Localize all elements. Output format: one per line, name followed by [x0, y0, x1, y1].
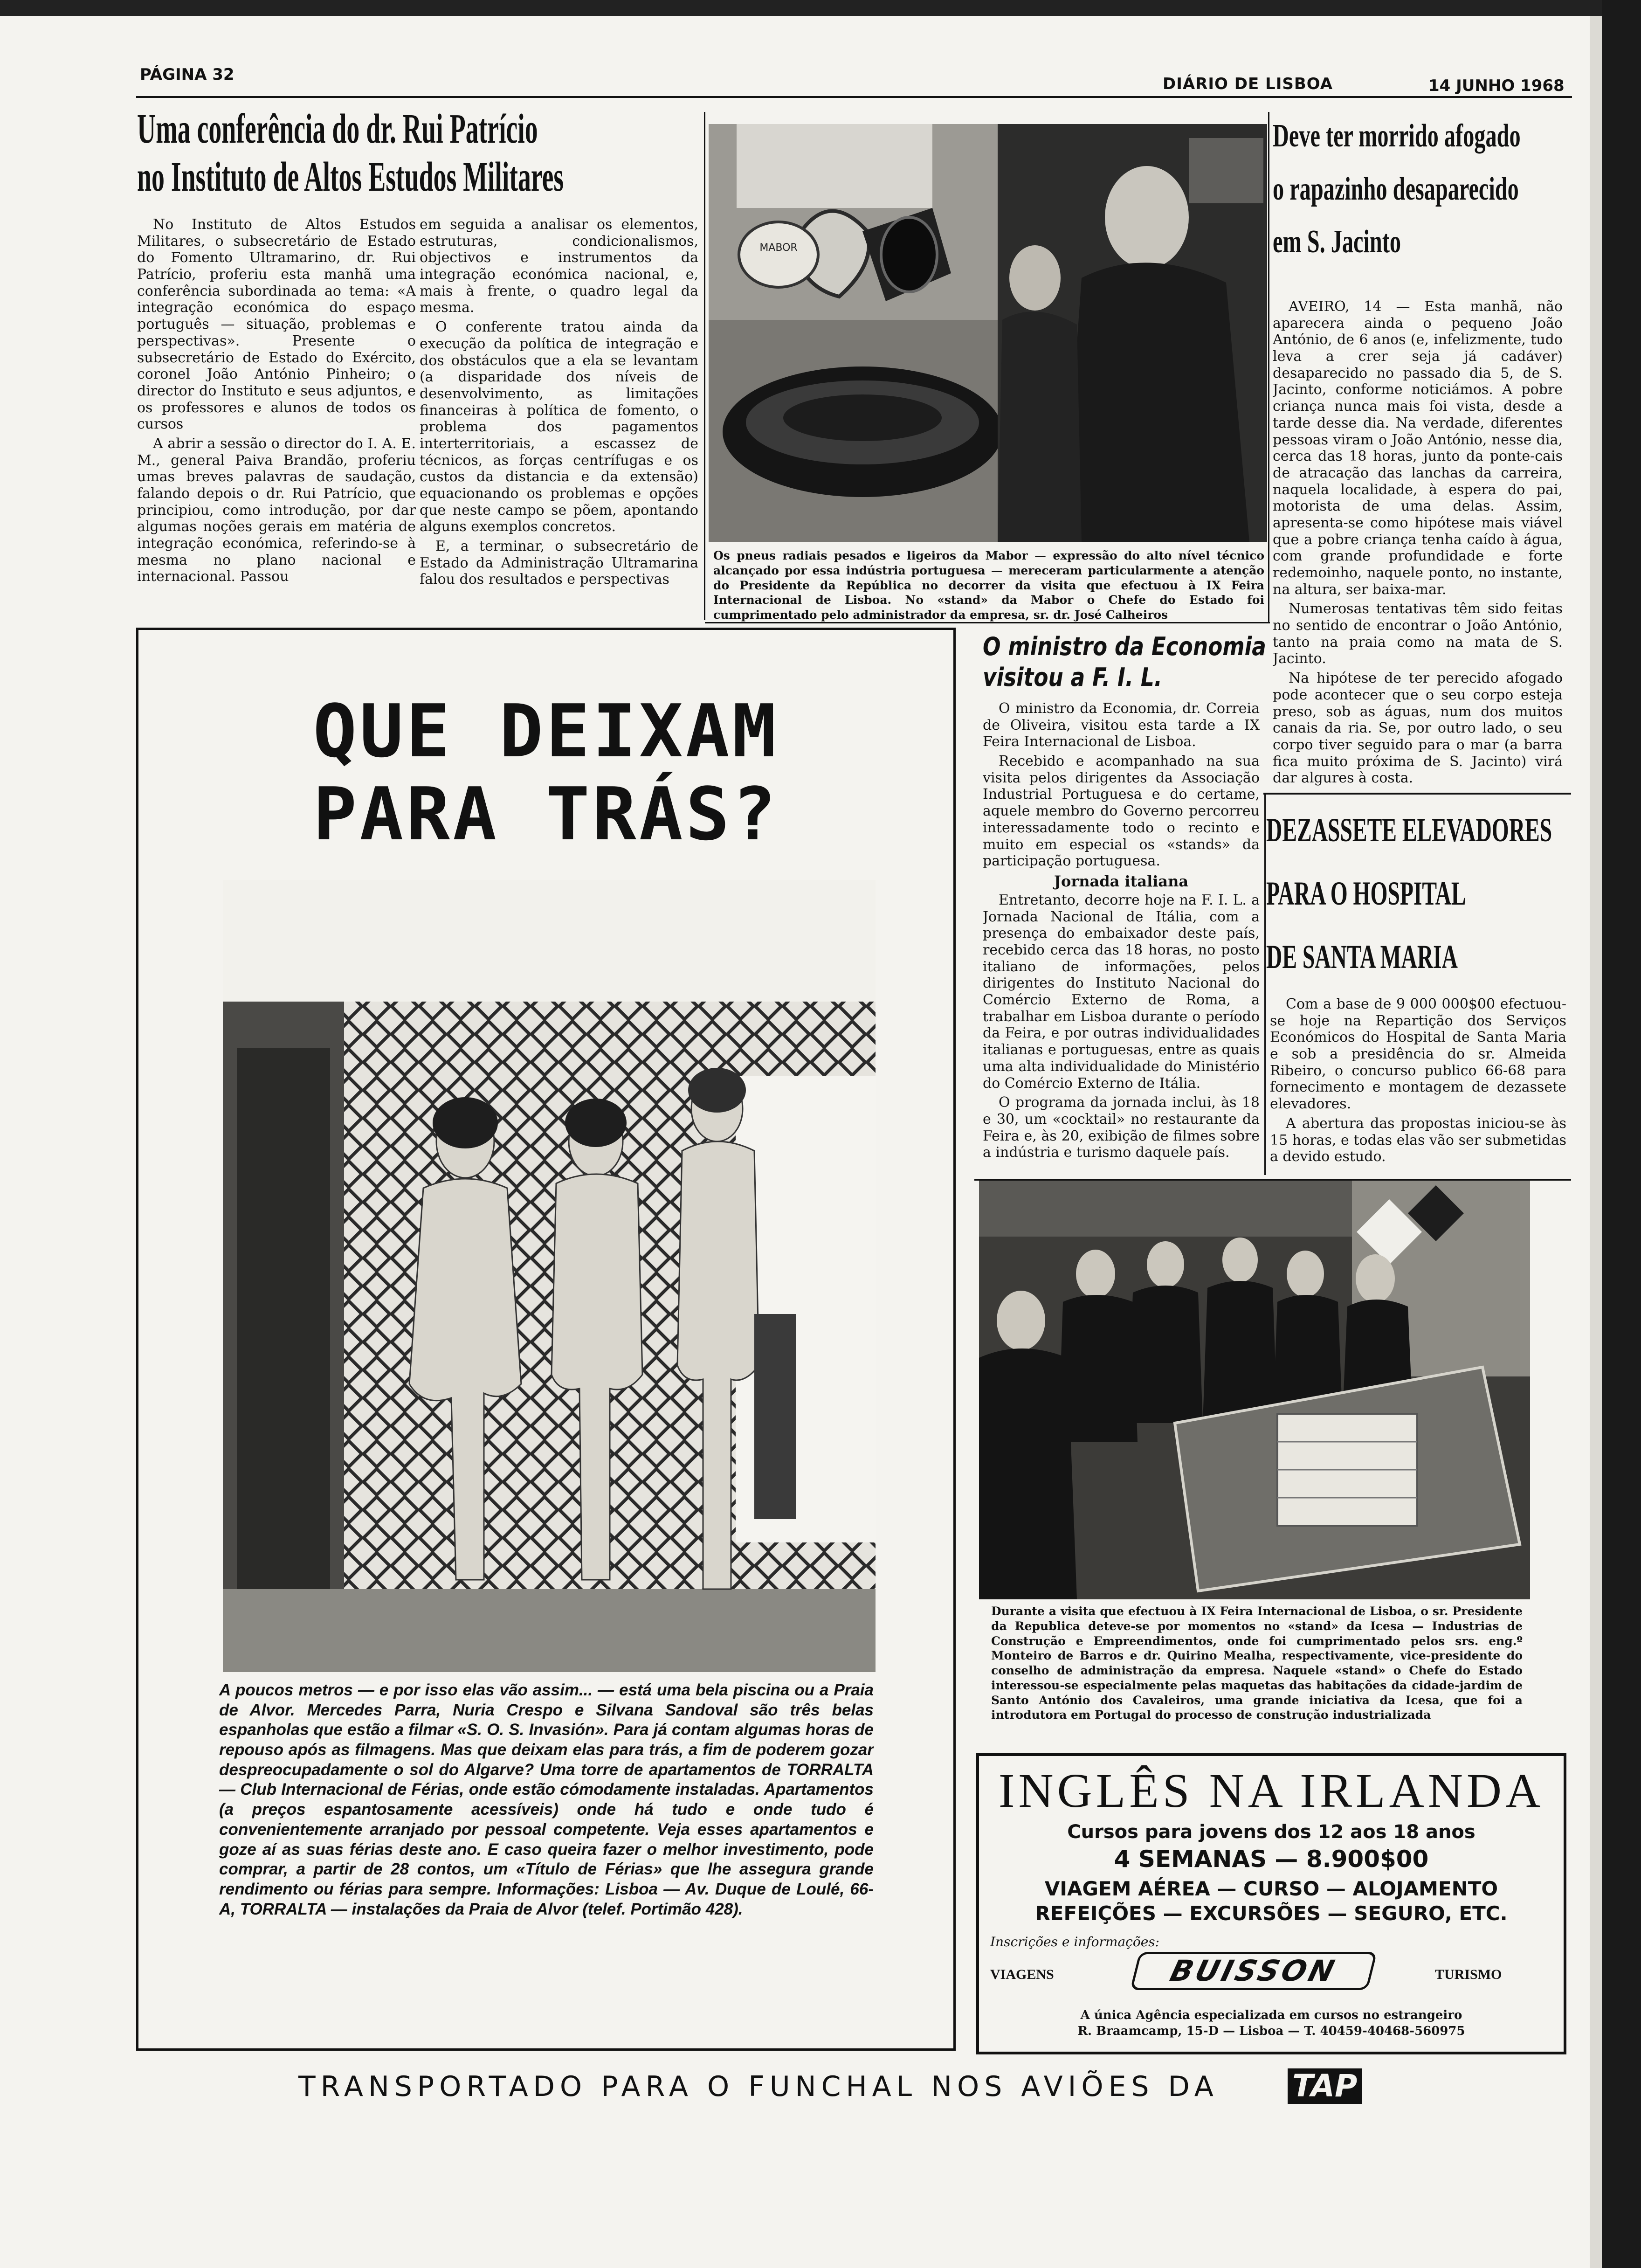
ingles-viagens: VIAGENS — [990, 1967, 1054, 1982]
elevadores-title-line2: PARA O HOSPITAL — [1266, 874, 1466, 912]
ministro-paragraph: O programa da jornada inclui, às 18 e 30, um «cocktail» no restaurante da Feira e, às 20, exibição de filmes sobre a indústria e turismo daquele país. — [983, 1094, 1260, 1161]
ministro-title-line1: O ministro da Economia — [983, 632, 1266, 661]
torralta-headline-line1: QUE DEIXAM — [313, 689, 779, 774]
afogado-text — [1273, 298, 1563, 787]
patricio-title-line1: Uma conferência do dr. Rui Patrício — [137, 106, 538, 152]
icesa-caption: Durante a visita que efectuou à IX Feira Internacional de Lisboa, o sr. Presidente da Republica deteve-se por momentos no «stand» da Icesa — Industrias de Construção e Empreendimentos, onde foi cumprimentado pelos srs. eng.º Monteiro de Barros e dr. Quirino Mealha, respectivamente, vice-presidente do conselho de administração da empresa. Naquele «stand» o Chefe do Estado interessou-se especialmente pelas maquetas das habitações da cidade-jardim de Santo António dos Cavaleiros, uma grande iniciativa da Icesa, que foi a introdutora em Portugal do processo de construção industrializada — [991, 1604, 1523, 1722]
elevadores-title-line3: DE SANTA MARIA — [1266, 938, 1458, 975]
scan-border-right — [1602, 0, 1641, 2268]
page-number: PÁGINA 32 — [140, 65, 234, 84]
ingles-line2: 4 SEMANAS — 8.900$00 — [1114, 1846, 1429, 1873]
patricio-title-line2: no Instituto de Altos Estudos Militares — [137, 154, 564, 201]
mabor-caption: Os pneus radiais pesados e ligeiros da Mabor — expressão do alto nível técnico alcançado por essa indústria portuguesa — mereceram particularmente a atenção do Presidente da República no decorrer da visita que efectuou à IX Feira Internacional de Lisboa. No «stand» da Mabor o Chefe do Estado foi cumprimentado pelo administrador da empresa, sr. dr. José Calheiros — [713, 549, 1264, 622]
footer-banner-text: TRANSPORTADO PARA O FUNCHAL NOS AVIÕES DA — [298, 2070, 1219, 2103]
afogado-headline — [1273, 118, 1562, 260]
page-date: 14 JUNHO 1968 — [1428, 76, 1565, 95]
caption-rule — [705, 622, 1270, 623]
mabor-tyre-label: MABOR — [759, 242, 798, 254]
afogado-paragraph: AVEIRO, 14 — Esta manhã, não aparecera ainda o pequeno João António, de 6 anos (e, infelizmente, tudo leva a crer seja já cadáver) desaparecido no passado dia 5, de S. Jacinto, conforme noticiámos. A pobre criança nunca mais foi vista, desde a tarde desse dia. Na verdade, diferentes pessoas viram o João António, nesse dia, cerca das 18 horas, junto da ponte-cais de atracação das lanchas da carreira, naquela localidade, à espera do pai, motorista de uma delas. Assim, apresenta-se como hipótese mais viável que a pobre criança tenha caído à água, com grande profundidade e forte redemoinho, naquele ponto, no instante, na altura, ser baixa-mar. — [1273, 298, 1563, 598]
patricio-paragraph: A abrir a sessão o director do I. A. E. M., general Paiva Brandão, proferiu umas breves palavras de saudação, falando depois o dr. Rui Patrício, que principiou, como introdução, por dar algumas noções gerais em matéria de integração económica, referindo-se à mesma no plano nacional e internacional. Passou — [137, 435, 416, 585]
elevadores-paragraph: A abertura das propostas iniciou-se às 15 horas, e todas elas vão ser submetidas a devido estudo. — [1270, 1115, 1566, 1165]
column-rule — [1268, 112, 1269, 622]
afogado-title-line3: em S. Jacinto — [1273, 224, 1401, 260]
mabor-photo-drawing — [709, 124, 1267, 542]
column-rule — [1264, 793, 1266, 1175]
ingles-footer-line2: R. Braamcamp, 15-D — Lisboa — T. 40459-40468-560975 — [1077, 2024, 1465, 2038]
patricio-paragraph: em seguida a analisar os elementos, estruturas, condicionalismos, objectivos e instrumentos da integração económica nacional, e, mais à frente, o quadro legal da mesma. — [420, 216, 698, 316]
afogado-paragraph: Numerosas tentativas têm sido feitas no sentido de encontrar o João António, tanto na praia como na mata de S. Jacinto. — [1273, 601, 1563, 667]
torralta-photo — [223, 880, 876, 1672]
ministro-text — [983, 700, 1260, 1176]
ingles-line3: VIAGEM AÉREA — CURSO — ALOJAMENTO — [1044, 1877, 1498, 1901]
ingles-turismo: TURISMO — [1435, 1967, 1502, 1982]
ministro-paragraph: O ministro da Economia, dr. Correia de Oliveira, visitou esta tarde a IX Feira Internacional de Lisboa. — [983, 700, 1260, 750]
mabor-photo — [709, 124, 1267, 542]
torralta-headline-line2: PARA TRÁS? — [313, 771, 779, 857]
elevadores-headline — [1266, 812, 1574, 975]
torralta-headline — [136, 690, 956, 856]
tap-logo: TAP — [1288, 2068, 1362, 2104]
ministro-subhead: Jornada italiana — [1054, 872, 1189, 890]
afogado-paragraph: Na hipótese de ter perecido afogado pode acontecer que o seu corpo esteja preso, sob as águas, num dos muitos canais da ria. Se, por outro lado, o seu corpo tiver seguido para o mar (a barra fica muito próxima de S. Jacinto) virá dar algures à costa. — [1273, 670, 1563, 787]
patricio-headline — [137, 106, 698, 200]
patricio-column-1 — [137, 216, 416, 618]
scan-border-top — [0, 0, 1641, 16]
buisson-logo — [1130, 1952, 1377, 1990]
afogado-title-line1: Deve ter morrido afogado — [1273, 118, 1521, 154]
buisson-logo-text: BUISSON — [1166, 1954, 1341, 1988]
ministro-title-line2: visitou a F. I. L. — [983, 662, 1163, 692]
patricio-paragraph: E, a terminar, o subsecretário de Estado da Administração Ultramarina falou dos resultados e perspectivas — [420, 538, 698, 588]
ministro-paragraph: Entretanto, decorre hoje na F. I. L. a Jornada Nacional de Itália, com a presença do embaixador deste país, recebido cerca das 18 horas, no posto italiano de informações, pelos dirigentes do Instituto Nacional do Comércio Externo de Roma, a trabalhar em Lisboa durante o período da Feira, e por outras individualidades italianas e portuguesas, entre as quais uma alta individualidade do Ministério do Comércio Externo de Itália. — [983, 892, 1260, 1092]
newspaper-name: DIÁRIO DE LISBOA — [1163, 75, 1333, 93]
ingles-footer — [976, 2008, 1566, 2040]
elevadores-paragraph: Com a base de 9 000 000$00 efectuou-se hoje na Repartição dos Serviços Económicos do Hospital de Santa Maria e sob a presidência do sr. Almeida Ribeiro, o concurso publico 66-68 para fornecimento e montagem de dezassete elevadores. — [1270, 996, 1566, 1113]
ministro-paragraph: Recebido e acompanhado na sua visita pelos dirigentes da Associação Industrial Portuguesa e do certame, aquele membro do Governo percorreu interessadamente todo o recinto e muito em especial os «stands» da participação portuguesa. — [983, 753, 1260, 870]
ingles-footer-line1: A única Agência especializada em cursos no estrangeiro — [1080, 2008, 1462, 2022]
ingles-title: INGLÊS NA IRLANDA — [998, 1764, 1544, 1818]
column-rule — [704, 112, 705, 620]
ingles-line4: REFEIÇÕES — EXCURSÕES — SEGURO, ETC. — [1035, 1902, 1508, 1925]
patricio-column-2 — [420, 216, 698, 618]
patricio-paragraph: O conferente tratou ainda da execução da política de integração e dos obstáculos que a ela se levantam (a disparidade dos níveis de desenvolvimento, as limitações financeiras à política de fomento, o problema dos pagamentos interterritoriais, a escassez de técnicos, as forças centrífugas e os custos da distancia e da extensão) equacionando os problemas e opções que neste campo se põem, apontando alguns exemplos concretos. — [420, 319, 698, 535]
scan-border-edge — [1590, 16, 1602, 2268]
elevadores-title-line1: DEZASSETE ELEVADORES — [1266, 811, 1552, 849]
ingles-ad-content — [976, 1764, 1566, 1925]
ingles-line1: Cursos para jovens dos 12 aos 18 anos — [1067, 1821, 1476, 1843]
header-rule — [136, 96, 1572, 98]
afogado-title-line2: o rapazinho desaparecido — [1273, 171, 1519, 207]
patricio-paragraph: No Instituto de Altos Estudos Militares, o subsecretário de Estado do Fomento Ultramarino, dr. Rui Patrício, proferiu esta manhã uma conferência subordinada ao tema: «A integração económica do espaço português — situação, problemas e perspectivas». Presente o subsecretário de Estado do Exército, coronel João António Pinheiro; o director do Instituto e seus adjuntos, e os professores e alunos de todos os cursos — [137, 216, 416, 433]
section-rule — [1263, 793, 1571, 795]
ingles-line5: Inscrições e informações: — [990, 1934, 1160, 1950]
elevadores-text — [1270, 996, 1566, 1175]
icesa-photo-drawing — [979, 1181, 1530, 1599]
torralta-photo-drawing — [223, 880, 876, 1672]
torralta-ad-text: A poucos metros — e por isso elas vão assim... — está uma bela piscina ou a Praia de Alvor. Mercedes Parra, Nuria Crespo e Silvana Sandoval são três belas espanholas que estão a filmar «S. O. S. Invasión». Para já contam algumas horas de repouso após as filmagens. Mas que deixam elas para trás, a fim de poderem gozar despreocupadamente o sol do Algarve? Uma torre de apartamentos de TORRALTA — Club Internacional de Férias, onde estão cómodamente instaladas. Apartamentos (a preços espantosamente acessíveis) onde há tudo e onde tudo é convenientemente arranjado por pessoal competente. Veja esses apartamentos e goze aí as suas férias deste ano. E caso queira fazer o melhor investimento, pode comprar, a partir de 28 contos, um «Título de Férias» que lhe assegura grande rendimento ou férias para sempre. Informações: Lisboa — Av. Duque de Loulé, 66-A, TORRALTA — instalações da Praia de Alvor (telef. Portimão 428). — [219, 1681, 874, 1918]
ministro-headline — [983, 631, 1266, 693]
icesa-photo — [979, 1181, 1530, 1599]
